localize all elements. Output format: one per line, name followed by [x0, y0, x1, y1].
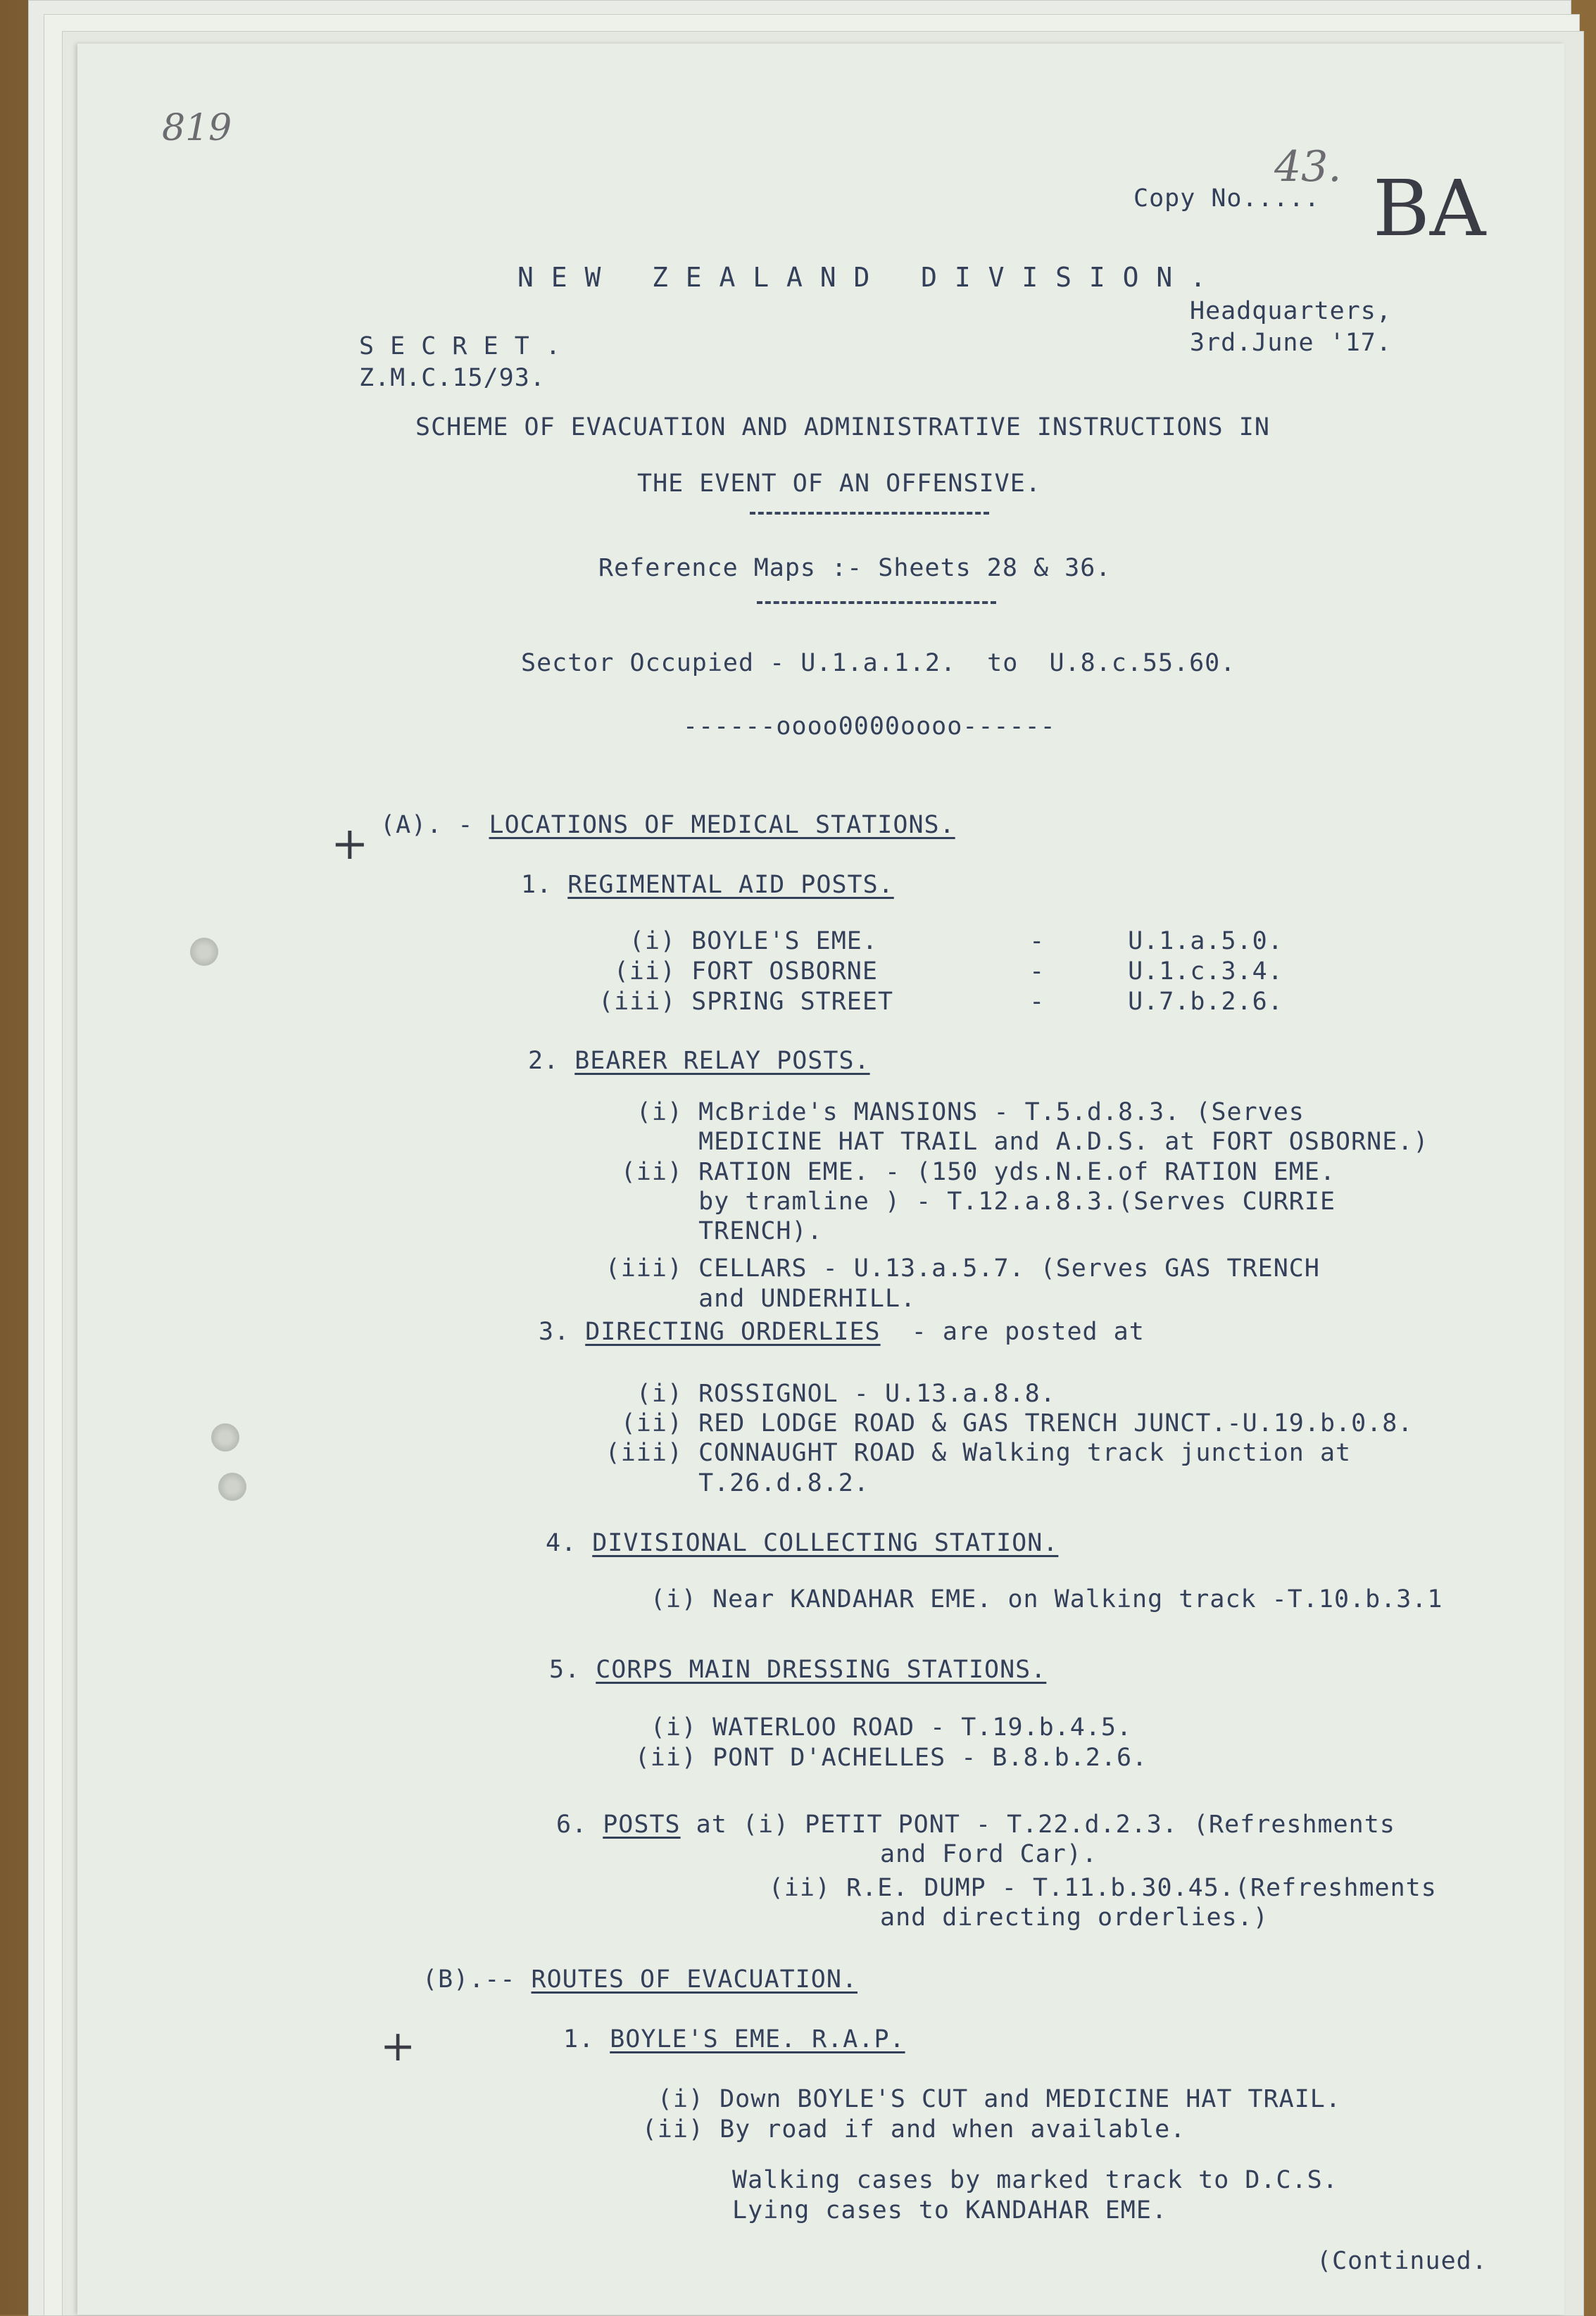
- subsection-heading: 5. CORPS MAIN DRESSING STATIONS.: [549, 1656, 1047, 1684]
- divider: [757, 601, 996, 604]
- date-label: 3rd.June '17.: [1190, 329, 1392, 357]
- section-a-title: (A). - LOCATIONS OF MEDICAL STATIONS.: [380, 811, 955, 839]
- division-heading: N E W Z E A L A N D D I V I S I O N .: [517, 262, 1207, 293]
- subsection-heading: 1. REGIMENTAL AID POSTS.: [521, 871, 894, 899]
- list-item: (ii) PONT D'ACHELLES - B.8.b.2.6.: [634, 1744, 1148, 1772]
- list-item: (i) WATERLOO ROAD - T.19.b.4.5.: [650, 1713, 1133, 1742]
- subsection-heading: 6. POSTS at (i) PETIT PONT - T.22.d.2.3. (Refreshments: [556, 1811, 1395, 1839]
- punch-hole: [211, 1423, 239, 1452]
- list-item: T.26.d.8.2.: [698, 1469, 869, 1497]
- subsection-heading: 4. DIVISIONAL COLLECTING STATION.: [546, 1529, 1059, 1557]
- margin-cross-mark: +: [331, 818, 369, 870]
- subsection-heading: 1. BOYLE'S EME. R.A.P.: [563, 2025, 905, 2053]
- punch-hole: [218, 1473, 246, 1501]
- subsection-heading: 3. DIRECTING ORDERLIES - are posted at: [539, 1318, 1145, 1346]
- list-item: (ii) RATION EME. - (150 yds.N.E.of RATION EME.: [620, 1158, 1336, 1186]
- copy-number: 43.: [1274, 142, 1342, 191]
- list-item: (ii) R.E. DUMP - T.11.b.30.45.(Refreshments: [768, 1874, 1437, 1902]
- separator-line: ------oooo0000oooo------: [683, 712, 1056, 741]
- pencil-number: 819: [162, 107, 232, 149]
- list-item: by tramline ) - T.12.a.8.3.(Serves CURRIE: [698, 1188, 1336, 1216]
- sector-occupied: Sector Occupied - U.1.a.1.2. to U.8.c.55.60.: [521, 649, 1236, 677]
- list-item: MEDICINE HAT TRAIL and A.D.S. at FORT OSBORNE.): [698, 1128, 1429, 1156]
- document-title-line-1: SCHEME OF EVACUATION AND ADMINISTRATIVE INSTRUCTIONS IN: [415, 413, 1270, 441]
- subsection-heading: 2. BEARER RELAY POSTS.: [528, 1047, 870, 1075]
- list-item: and Ford Car).: [880, 1840, 1098, 1868]
- handwritten-annotation: BA: [1373, 163, 1486, 253]
- continued-label: (Continued.: [1317, 2247, 1488, 2275]
- list-item: and directing orderlies.): [880, 1903, 1269, 1932]
- list-item: (iii) CELLARS - U.13.a.5.7. (Serves GAS TRENCH: [605, 1254, 1320, 1283]
- table-row: (iii) SPRING STREET - U.7.b.2.6.: [598, 988, 1283, 1016]
- table-row: (i) BOYLE'S EME. - U.1.a.5.0.: [629, 927, 1283, 955]
- list-item: and UNDERHILL.: [698, 1285, 917, 1313]
- list-item: (i) Near KANDAHAR EME. on Walking track -T.10.b.3.1: [650, 1585, 1443, 1613]
- list-item: (ii) RED LODGE ROAD & GAS TRENCH JUNCT.-U.19.b.0.8.: [620, 1409, 1414, 1437]
- list-item: TRENCH).: [698, 1217, 823, 1245]
- list-item: (i) ROSSIGNOL - U.13.a.8.8.: [636, 1380, 1056, 1408]
- margin-cross-mark: +: [380, 2022, 416, 2071]
- secret-label: S E C R E T .: [359, 332, 561, 360]
- list-item: (i) McBride's MANSIONS - T.5.d.8.3. (Serves: [636, 1098, 1305, 1126]
- punch-hole: [190, 938, 218, 966]
- divider: [750, 512, 989, 515]
- note-line: Lying cases to KANDAHAR EME.: [732, 2196, 1168, 2224]
- note-line: Walking cases by marked track to D.C.S.: [732, 2166, 1338, 2194]
- reference-number: Z.M.C.15/93.: [359, 364, 546, 392]
- table-row: (ii) FORT OSBORNE - U.1.c.3.4.: [613, 957, 1283, 986]
- list-item: (ii) By road if and when available.: [641, 2115, 1186, 2144]
- document-page: [77, 44, 1564, 2315]
- copy-label: Copy No.....: [1133, 184, 1320, 213]
- section-b-title: (B).-- ROUTES OF EVACUATION.: [422, 1965, 858, 1994]
- document-title-line-2: THE EVENT OF AN OFFENSIVE.: [637, 470, 1041, 498]
- headquarters-label: Headquarters,: [1190, 297, 1392, 325]
- list-item: (i) Down BOYLE'S CUT and MEDICINE HAT TRAIL.: [657, 2085, 1341, 2113]
- reference-maps: Reference Maps :- Sheets 28 & 36.: [598, 554, 1112, 582]
- list-item: (iii) CONNAUGHT ROAD & Walking track junction at: [605, 1439, 1352, 1467]
